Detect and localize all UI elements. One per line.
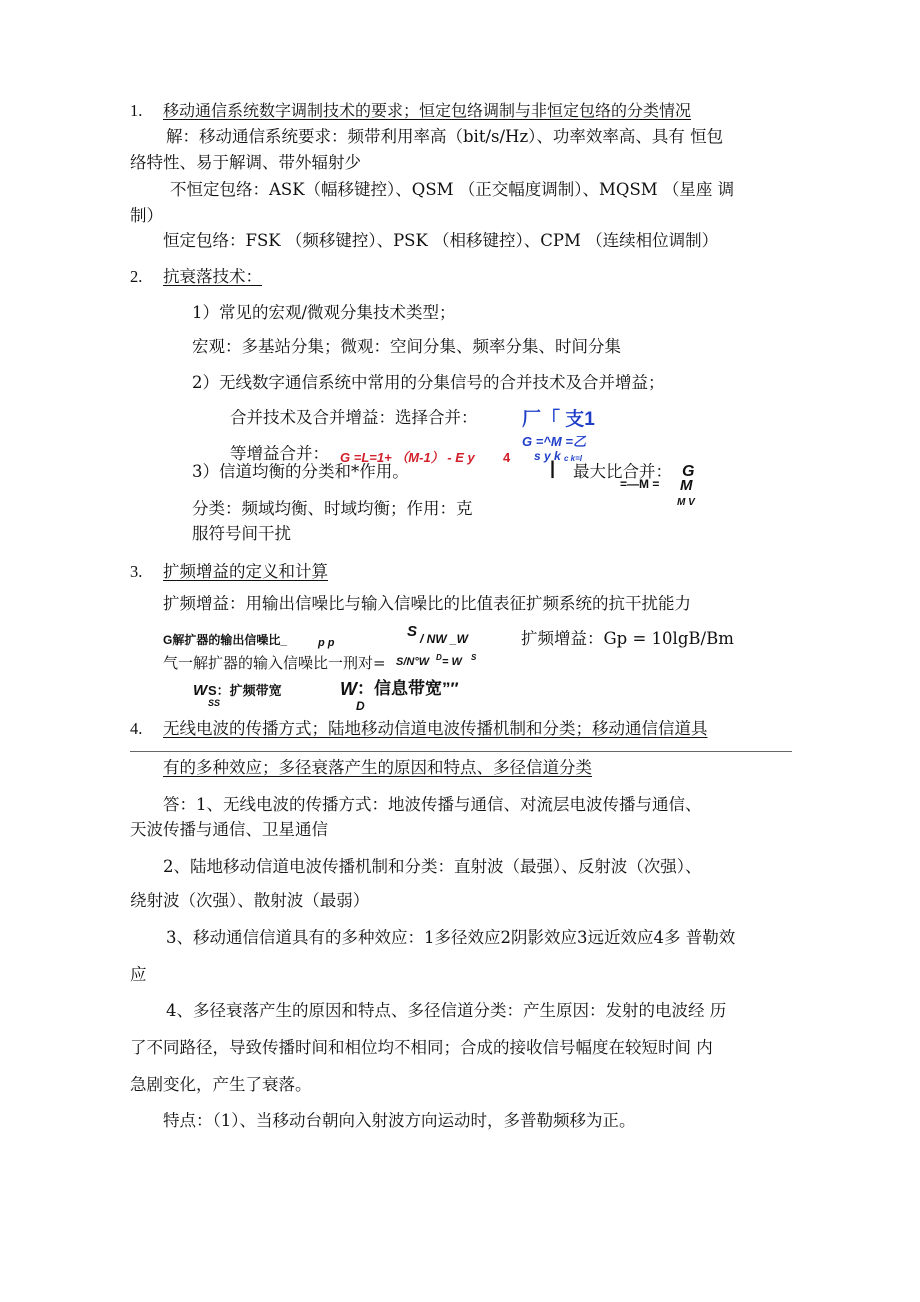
answer-3-line-2: 应 [130,965,147,984]
channel-equalization-item: 3）信道均衡的分类和*作用。 [192,462,409,481]
divider-bar: | [550,458,556,478]
answer-4-line-3: 急剧变化，产生了衰落。 [130,1075,312,1094]
section-4-heading-line-1: 无线电波的传播方式；陆地移动信道电波传播机制和分类；移动通信信道具 [163,719,708,738]
wd-symbol: W [340,679,357,699]
section-1-answer-line-2: 络特性、易于解调、带外辐射少 [130,153,361,172]
diversity-types-item: 1）常见的宏观/微观分集技术类型； [192,303,456,322]
characteristics-line: 特点：（1）、当移动台朝向入射波方向运动时，多普勒频移为正。 [163,1111,636,1130]
equal-gain-formula-sum: s y k [534,449,561,463]
ws-definition: S：扩频带宽 [208,683,282,698]
spread-gain-formula-d-sup: D [436,653,442,662]
section-2-number: 2. [130,267,143,286]
section-3-heading: 扩频增益的定义和计算 [163,562,328,581]
wd-definition: ：信息带宽”″ [357,679,459,698]
max-ratio-formula-equals: =—M = [620,477,660,491]
wd-subscript: D [356,699,365,713]
ws-symbol: W [193,682,208,699]
combining-techniques-item: 2）无线数字通信系统中常用的分集信号的合并技术及合并增益； [192,373,665,392]
spread-gain-formula-w: = W [442,656,462,668]
section-4-number: 4. [130,719,143,738]
max-ratio-formula-m: M [680,477,693,494]
section-3-number: 3. [130,562,143,581]
ws-subscript: SS [208,698,221,708]
answer-3-line-1: 3、移动通信信道具有的多种效应：1多径效应2阴影效应3远近效应4多 普勒效 [166,928,736,947]
spread-gain-formula-pp: p p [318,637,335,649]
answer-1-line-1: 答：1、无线电波的传播方式：地波传播与通信、对流层电波传播与通信、 [163,795,702,814]
answer-1-line-2: 天波传播与通信、卫星通信 [130,820,328,839]
equal-gain-formula-number: 4 [503,450,511,465]
section-1-heading: 移动通信系统数字调制技术的要求；恒定包络调制与非恒定包络的分类情况 [163,101,692,120]
non-constant-envelope-line-2: 制） [130,206,163,225]
section-1-number: 1. [130,101,143,120]
section-1-answer-line-1: 解：移动通信系统要求：频带利用率高（bit/s/Hz）、功率效率高、具有 恒包 [166,127,724,146]
macro-micro-diversity-text: 宏观：多基站分集；微观：空间分集、频率分集、时间分集 [192,337,621,356]
max-ratio-formula-mv: M V [677,497,695,508]
selection-combining-formula-bottom: G =^M =乙 [522,434,586,449]
spread-gain-formula-s: S [407,623,418,640]
section-4-heading-line-2: 有的多种效应；多径衰落产生的原因和特点、多径信道分类 [163,758,592,777]
constant-envelope-line: 恒定包络：FSK （频移键控）、PSK （相移键控）、CPM （连续相位调制） [163,231,719,250]
equal-gain-combining-text: 等增益合并： [230,444,329,463]
spread-gain-formula-snw: S/N°W [396,656,430,668]
answer-2-line-1: 2、陆地移动信道电波传播机制和分类：直射波（最强）、反射波（次强）、 [163,857,702,876]
spread-gain-definition: 扩频增益：用输出信噪比与输入信噪比的比值表征扩频系统的抗干扰能力 [163,594,691,613]
max-ratio-formula-g: G [682,463,695,480]
spread-gain-db-formula: 扩频增益：Gp = 10lgB/Bm [521,629,734,648]
equal-gain-formula-subscript: c k=l [564,454,583,463]
non-constant-envelope-line-1: 不恒定包络：ASK（幅移键控）、QSM （正交幅度调制）、MQSM （星座 调 [170,180,735,199]
max-ratio-combining-text: 最大比合并： [573,462,672,481]
answer-2-line-2: 绕射波（次强）、散射波（最弱） [130,891,370,910]
selection-combining-formula-top: 厂「 支1 [522,409,595,430]
equalization-classification-line-2: 服符号间干扰 [192,524,291,543]
spread-gain-formula-denominator: 气一解扩器的输入信噪比一刑对= [163,654,386,672]
equalization-classification-line-1: 分类：频域均衡、时域均衡；作用：克 [192,499,473,518]
section-2-heading: 抗衰落技术： [163,267,262,286]
spread-gain-formula-nw: / NW _W [420,632,468,646]
answer-4-line-1: 4、多径衰落产生的原因和特点、多径信道分类：产生原因：发射的电波经 历 [166,1001,727,1020]
answer-4-line-2: 了不同路径，导致传播时间和相位均不相同；合成的接收信号幅度在较短时间 内 [130,1038,713,1057]
equal-gain-formula: G =L=1+ （M-1） - E y [340,450,475,465]
selection-combining-text: 合并技术及合并增益：选择合并： [230,408,478,427]
spread-gain-formula-numerator: G解扩器的输出信噪比_ [163,633,288,647]
spread-gain-formula-s-sup: S [471,653,477,662]
horizontal-rule [130,751,792,752]
